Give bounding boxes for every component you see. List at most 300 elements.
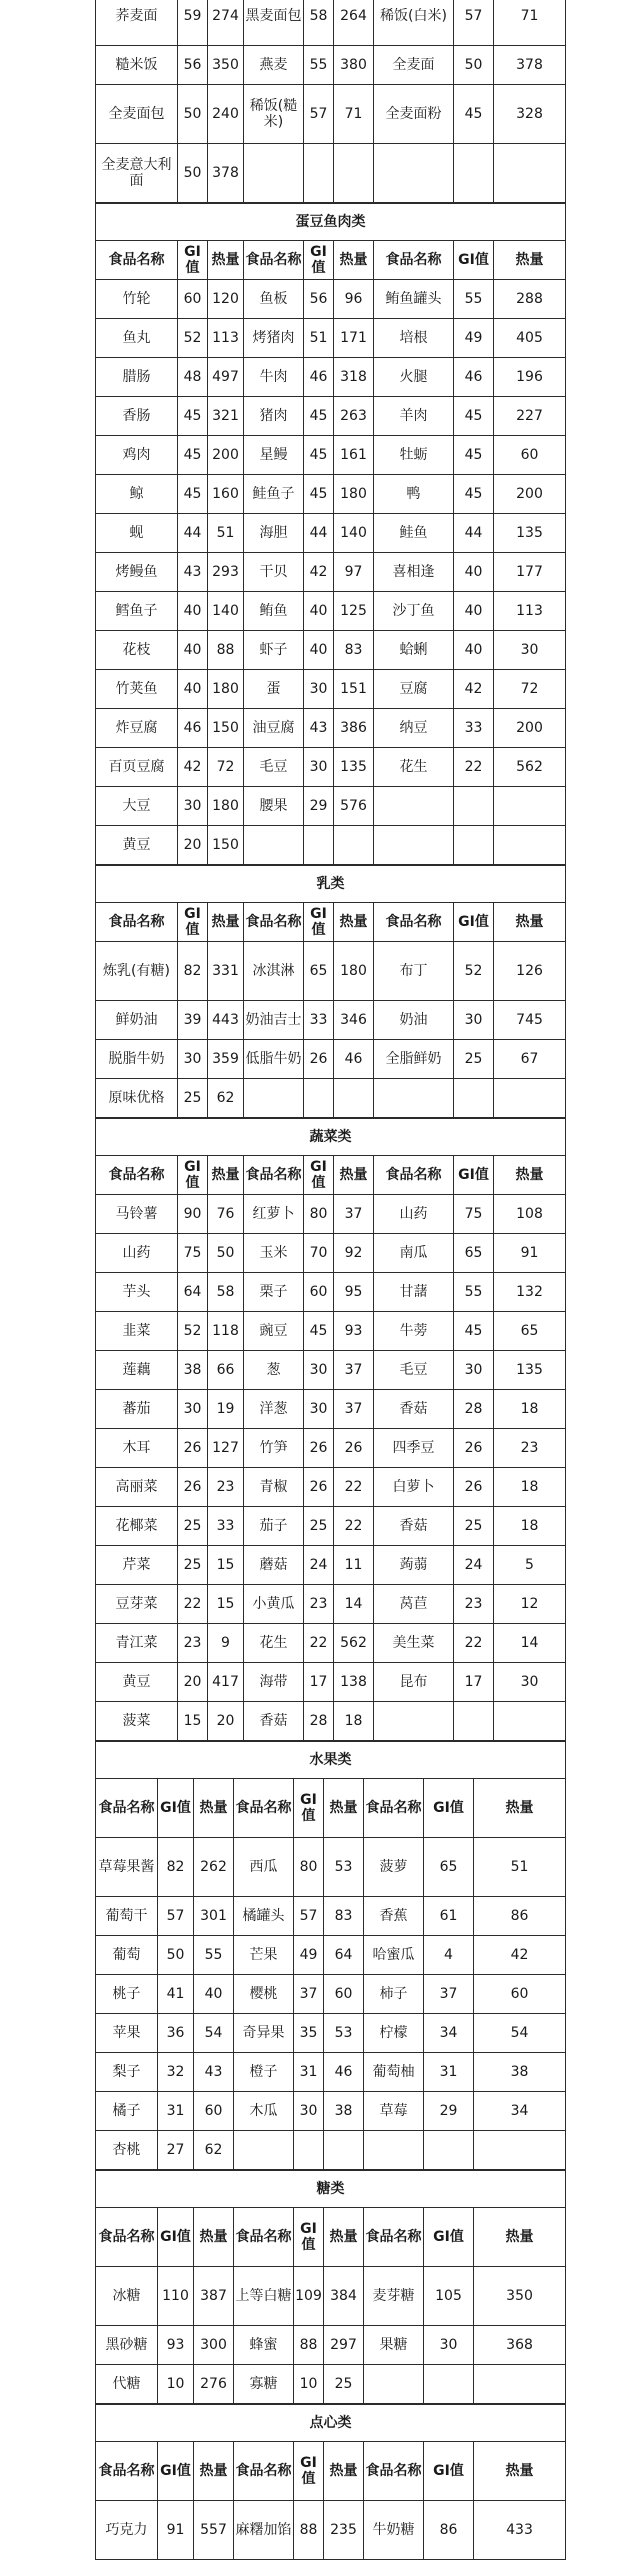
calorie-cell: 14 [494, 1624, 566, 1663]
calorie-cell: 200 [494, 475, 566, 514]
gi-value-cell: 30 [304, 1351, 334, 1390]
food-name-cell: 油豆腐 [244, 709, 304, 748]
food-name-cell: 玉米 [244, 1234, 304, 1273]
column-header: 食品名称 [96, 2442, 158, 2501]
gi-value-cell: 25 [178, 1079, 208, 1118]
calorie-cell: 95 [334, 1273, 374, 1312]
calorie-cell: 359 [208, 1040, 244, 1079]
gi-value-cell: 42 [304, 553, 334, 592]
gi-value-cell: 22 [454, 1624, 494, 1663]
calorie-cell: 387 [194, 2267, 234, 2326]
gi-value-cell: 50 [454, 46, 494, 85]
calorie-cell: 263 [334, 397, 374, 436]
table-grains [95, 0, 566, 203]
calorie-cell: 53 [324, 1838, 364, 1897]
table-row [96, 2326, 566, 2365]
column-header: 食品名称 [96, 2208, 158, 2267]
gi-value-cell: 93 [158, 2326, 194, 2365]
food-name-cell: 全脂鲜奶 [374, 1040, 454, 1079]
table-eggs-beans-fish-meat [95, 203, 566, 865]
calorie-cell: 368 [474, 2326, 566, 2365]
gi-value-cell: 55 [454, 280, 494, 319]
food-name-cell: 鱼板 [244, 280, 304, 319]
column-header: 热量 [194, 1779, 234, 1838]
calorie-cell: 350 [208, 46, 244, 85]
section-title: 乳类 [96, 866, 566, 903]
food-name-cell: 原味优格 [96, 1079, 178, 1118]
gi-value-cell: 42 [454, 670, 494, 709]
food-name-cell: 培根 [374, 319, 454, 358]
food-name-cell: 全麦面包 [96, 85, 178, 144]
food-name-cell: 马铃薯 [96, 1195, 178, 1234]
food-name-cell: 稀饭(糙米) [244, 85, 304, 144]
food-name-cell [374, 826, 454, 865]
column-header: GI值 [424, 1779, 474, 1838]
gi-value-cell: 50 [178, 144, 208, 203]
calorie-cell: 140 [334, 514, 374, 553]
gi-value-cell: 50 [178, 85, 208, 144]
section-title: 点心类 [96, 2405, 566, 2442]
calorie-cell: 135 [494, 514, 566, 553]
food-name-cell: 鲸 [96, 475, 178, 514]
gi-food-tables [95, 0, 565, 2560]
gi-value-cell: 45 [454, 475, 494, 514]
calorie-cell: 321 [208, 397, 244, 436]
calorie-cell: 20 [208, 1702, 244, 1741]
food-name-cell [374, 144, 454, 203]
calorie-cell: 53 [324, 2014, 364, 2053]
gi-value-cell: 25 [178, 1507, 208, 1546]
gi-value-cell: 30 [454, 1351, 494, 1390]
gi-value-cell: 26 [304, 1040, 334, 1079]
calorie-cell: 71 [334, 85, 374, 144]
gi-value-cell: 86 [424, 2501, 474, 2560]
gi-value-cell: 80 [294, 1838, 324, 1897]
food-name-cell: 代糖 [96, 2365, 158, 2404]
calorie-cell: 46 [334, 1040, 374, 1079]
table-row [96, 670, 566, 709]
gi-value-cell: 31 [294, 2053, 324, 2092]
gi-value-cell: 43 [304, 709, 334, 748]
section-title: 糖类 [96, 2171, 566, 2208]
food-name-cell: 苹果 [96, 2014, 158, 2053]
section-title: 水果类 [96, 1742, 566, 1779]
table-row [96, 787, 566, 826]
section-title: 蛋豆鱼肉类 [96, 204, 566, 241]
column-header: GI值 [304, 903, 334, 942]
table-row [96, 942, 566, 1001]
calorie-cell [494, 826, 566, 865]
calorie-cell: 9 [208, 1624, 244, 1663]
food-name-cell: 花生 [374, 748, 454, 787]
gi-value-cell: 37 [424, 1975, 474, 2014]
food-name-cell: 莴苣 [374, 1585, 454, 1624]
food-name-cell: 腰果 [244, 787, 304, 826]
food-name-cell: 牛奶糖 [364, 2501, 424, 2560]
calorie-cell: 127 [208, 1429, 244, 1468]
gi-value-cell: 39 [178, 1001, 208, 1040]
calorie-cell: 160 [208, 475, 244, 514]
table-row [96, 1001, 566, 1040]
gi-value-cell: 45 [178, 475, 208, 514]
food-name-cell: 西瓜 [234, 1838, 294, 1897]
calorie-cell: 346 [334, 1001, 374, 1040]
calorie-cell: 180 [208, 787, 244, 826]
gi-value-cell: 30 [178, 1390, 208, 1429]
table-row [96, 1468, 566, 1507]
gi-value-cell: 105 [424, 2267, 474, 2326]
gi-value-cell: 46 [178, 709, 208, 748]
calorie-cell: 37 [334, 1390, 374, 1429]
calorie-cell [494, 787, 566, 826]
gi-value-cell: 64 [178, 1273, 208, 1312]
gi-value-cell: 88 [294, 2326, 324, 2365]
calorie-cell: 118 [208, 1312, 244, 1351]
gi-value-cell: 57 [158, 1897, 194, 1936]
food-name-cell: 炸豆腐 [96, 709, 178, 748]
calorie-cell: 262 [194, 1838, 234, 1897]
gi-value-cell: 26 [304, 1429, 334, 1468]
gi-value-cell: 22 [454, 748, 494, 787]
table-row [96, 397, 566, 436]
food-name-cell: 烤鳗鱼 [96, 553, 178, 592]
food-name-cell [374, 1079, 454, 1118]
column-header: 食品名称 [244, 903, 304, 942]
gi-value-cell: 40 [178, 670, 208, 709]
food-name-cell: 牛蒡 [374, 1312, 454, 1351]
gi-value-cell: 45 [454, 85, 494, 144]
gi-value-cell: 25 [178, 1546, 208, 1585]
table-row [96, 2365, 566, 2404]
gi-value-cell: 29 [304, 787, 334, 826]
calorie-cell: 50 [208, 1234, 244, 1273]
food-name-cell: 草莓 [364, 2092, 424, 2131]
gi-value-cell: 82 [178, 942, 208, 1001]
calorie-cell: 135 [334, 748, 374, 787]
food-name-cell: 木瓜 [234, 2092, 294, 2131]
food-name-cell [244, 826, 304, 865]
column-header: 热量 [324, 2208, 364, 2267]
gi-value-cell: 43 [178, 553, 208, 592]
gi-value-cell: 45 [454, 436, 494, 475]
gi-value-cell [454, 1079, 494, 1118]
column-header: GI值 [294, 2208, 324, 2267]
calorie-cell: 576 [334, 787, 374, 826]
calorie-cell [494, 144, 566, 203]
calorie-cell: 37 [334, 1351, 374, 1390]
food-name-cell: 芒果 [234, 1936, 294, 1975]
food-name-cell: 毛豆 [374, 1351, 454, 1390]
food-name-cell: 小黄瓜 [244, 1585, 304, 1624]
food-name-cell: 鸭 [374, 475, 454, 514]
table-row [96, 1585, 566, 1624]
gi-value-cell: 25 [304, 1507, 334, 1546]
header-row [96, 1779, 566, 1838]
gi-value-cell: 30 [454, 1001, 494, 1040]
calorie-cell: 235 [324, 2501, 364, 2560]
food-name-cell: 青江菜 [96, 1624, 178, 1663]
calorie-cell: 76 [208, 1195, 244, 1234]
gi-value-cell: 91 [158, 2501, 194, 2560]
column-header: 食品名称 [234, 1779, 294, 1838]
calorie-cell: 380 [334, 46, 374, 85]
gi-value-cell [304, 144, 334, 203]
calorie-cell: 120 [208, 280, 244, 319]
food-name-cell: 高丽菜 [96, 1468, 178, 1507]
calorie-cell: 140 [208, 592, 244, 631]
food-name-cell [364, 2131, 424, 2170]
gi-value-cell: 30 [178, 787, 208, 826]
gi-value-cell: 82 [158, 1838, 194, 1897]
calorie-cell: 562 [334, 1624, 374, 1663]
food-name-cell: 韭菜 [96, 1312, 178, 1351]
food-name-cell: 冰糖 [96, 2267, 158, 2326]
food-name-cell: 脱脂牛奶 [96, 1040, 178, 1079]
gi-value-cell: 42 [178, 748, 208, 787]
food-name-cell: 百页豆腐 [96, 748, 178, 787]
calorie-cell: 11 [334, 1546, 374, 1585]
food-name-cell: 羊肉 [374, 397, 454, 436]
gi-value-cell: 57 [454, 0, 494, 46]
table-row [96, 0, 566, 46]
gi-value-cell: 48 [178, 358, 208, 397]
calorie-cell [334, 144, 374, 203]
food-name-cell: 蜂蜜 [234, 2326, 294, 2365]
calorie-cell: 240 [208, 85, 244, 144]
food-name-cell: 四季豆 [374, 1429, 454, 1468]
gi-value-cell: 44 [178, 514, 208, 553]
food-name-cell: 低脂牛奶 [244, 1040, 304, 1079]
calorie-cell: 138 [334, 1663, 374, 1702]
gi-value-cell: 40 [454, 592, 494, 631]
gi-value-cell: 52 [454, 942, 494, 1001]
calorie-cell [334, 1079, 374, 1118]
gi-value-cell: 32 [158, 2053, 194, 2092]
gi-value-cell: 90 [178, 1195, 208, 1234]
table-row [96, 1546, 566, 1585]
calorie-cell: 92 [334, 1234, 374, 1273]
column-header: 食品名称 [374, 903, 454, 942]
food-name-cell: 蛤蜊 [374, 631, 454, 670]
gi-value-cell: 45 [304, 475, 334, 514]
food-name-cell: 果糖 [364, 2326, 424, 2365]
gi-value-cell: 37 [294, 1975, 324, 2014]
food-name-cell: 竹轮 [96, 280, 178, 319]
food-name-cell: 上等白糖 [234, 2267, 294, 2326]
food-name-cell: 蒟蒻 [374, 1546, 454, 1585]
table-row [96, 1624, 566, 1663]
gi-value-cell: 61 [424, 1897, 474, 1936]
food-name-cell: 奶油 [374, 1001, 454, 1040]
column-header: GI值 [454, 903, 494, 942]
food-name-cell: 柿子 [364, 1975, 424, 2014]
food-name-cell: 花枝 [96, 631, 178, 670]
gi-value-cell: 109 [294, 2267, 324, 2326]
calorie-cell: 274 [208, 0, 244, 46]
column-header: 热量 [194, 2208, 234, 2267]
food-name-cell: 喜相逢 [374, 553, 454, 592]
calorie-cell: 14 [334, 1585, 374, 1624]
table-row [96, 2501, 566, 2560]
calorie-cell: 378 [208, 144, 244, 203]
column-header: 食品名称 [364, 2442, 424, 2501]
gi-value-cell: 45 [304, 397, 334, 436]
column-header: 热量 [324, 2442, 364, 2501]
calorie-cell: 301 [194, 1897, 234, 1936]
food-name-cell: 麻糬加馅 [234, 2501, 294, 2560]
calorie-cell: 180 [208, 670, 244, 709]
calorie-cell: 150 [208, 826, 244, 865]
food-name-cell: 白萝卜 [374, 1468, 454, 1507]
gi-value-cell: 55 [304, 46, 334, 85]
food-name-cell: 莲藕 [96, 1351, 178, 1390]
gi-value-cell: 23 [304, 1585, 334, 1624]
food-name-cell: 星鳗 [244, 436, 304, 475]
food-name-cell: 鳕鱼子 [96, 592, 178, 631]
table-row [96, 1975, 566, 2014]
table-row [96, 1702, 566, 1741]
table-row [96, 2053, 566, 2092]
gi-value-cell: 45 [178, 436, 208, 475]
food-name-cell [374, 1702, 454, 1741]
calorie-cell: 384 [324, 2267, 364, 2326]
food-name-cell: 橘子 [96, 2092, 158, 2131]
gi-value-cell: 26 [178, 1429, 208, 1468]
food-name-cell: 猪肉 [244, 397, 304, 436]
calorie-cell: 46 [324, 2053, 364, 2092]
gi-value-cell: 28 [304, 1702, 334, 1741]
gi-value-cell: 59 [178, 0, 208, 46]
calorie-cell: 125 [334, 592, 374, 631]
gi-value-cell: 57 [294, 1897, 324, 1936]
calorie-cell: 227 [494, 397, 566, 436]
gi-value-cell: 4 [424, 1936, 474, 1975]
gi-value-cell: 30 [424, 2326, 474, 2365]
calorie-cell: 161 [334, 436, 374, 475]
gi-value-cell: 49 [294, 1936, 324, 1975]
gi-value-cell: 23 [178, 1624, 208, 1663]
gi-value-cell: 26 [178, 1468, 208, 1507]
food-name-cell: 鲔鱼罐头 [374, 280, 454, 319]
food-name-cell: 奶油吉士 [244, 1001, 304, 1040]
food-name-cell: 稀饭(白米) [374, 0, 454, 46]
table-row [96, 1351, 566, 1390]
calorie-cell: 196 [494, 358, 566, 397]
food-name-cell: 荞麦面 [96, 0, 178, 46]
food-name-cell: 糙米饭 [96, 46, 178, 85]
food-name-cell: 甘藷 [374, 1273, 454, 1312]
gi-value-cell: 38 [178, 1351, 208, 1390]
food-name-cell: 鲔鱼 [244, 592, 304, 631]
food-name-cell: 蛋 [244, 670, 304, 709]
table-row [96, 2014, 566, 2053]
table-row [96, 1040, 566, 1079]
gi-value-cell: 40 [454, 631, 494, 670]
calorie-cell: 126 [494, 942, 566, 1001]
food-name-cell: 火腿 [374, 358, 454, 397]
food-name-cell: 牡蛎 [374, 436, 454, 475]
calorie-cell: 378 [494, 46, 566, 85]
calorie-cell [474, 2131, 566, 2170]
column-header: 食品名称 [96, 241, 178, 280]
table-row [96, 592, 566, 631]
food-name-cell: 冰淇淋 [244, 942, 304, 1001]
gi-value-cell: 46 [304, 358, 334, 397]
table-row [96, 1897, 566, 1936]
gi-value-cell [454, 144, 494, 203]
food-name-cell: 芋头 [96, 1273, 178, 1312]
calorie-cell [494, 1079, 566, 1118]
gi-value-cell: 26 [454, 1429, 494, 1468]
column-header: GI值 [294, 1779, 324, 1838]
gi-value-cell: 75 [178, 1234, 208, 1273]
column-header: 热量 [474, 2208, 566, 2267]
column-header: 热量 [208, 241, 244, 280]
food-name-cell: 海胆 [244, 514, 304, 553]
food-name-cell: 木耳 [96, 1429, 178, 1468]
gi-value-cell: 45 [304, 1312, 334, 1351]
column-header: GI值 [424, 2442, 474, 2501]
calorie-cell: 42 [474, 1936, 566, 1975]
food-name-cell: 黑麦面包 [244, 0, 304, 46]
table-row [96, 1390, 566, 1429]
column-header: GI值 [178, 903, 208, 942]
food-name-cell: 奇异果 [234, 2014, 294, 2053]
calorie-cell: 72 [208, 748, 244, 787]
calorie-cell: 83 [324, 1897, 364, 1936]
header-row [96, 241, 566, 280]
gi-value-cell: 70 [304, 1234, 334, 1273]
food-name-cell: 山药 [96, 1234, 178, 1273]
food-name-cell: 蚬 [96, 514, 178, 553]
gi-value-cell: 30 [178, 1040, 208, 1079]
gi-value-cell: 45 [454, 397, 494, 436]
calorie-cell: 51 [208, 514, 244, 553]
gi-value-cell: 27 [158, 2131, 194, 2170]
gi-value-cell: 58 [304, 0, 334, 46]
calorie-cell: 22 [334, 1507, 374, 1546]
calorie-cell: 18 [494, 1390, 566, 1429]
gi-value-cell: 20 [178, 826, 208, 865]
column-header: GI值 [454, 241, 494, 280]
calorie-cell: 443 [208, 1001, 244, 1040]
food-name-cell: 鱼丸 [96, 319, 178, 358]
gi-value-cell: 29 [424, 2092, 474, 2131]
gi-value-cell: 33 [304, 1001, 334, 1040]
table-row [96, 46, 566, 85]
calorie-cell: 12 [494, 1585, 566, 1624]
table-row [96, 748, 566, 787]
column-header: 食品名称 [244, 1156, 304, 1195]
table-row [96, 144, 566, 203]
gi-value-cell: 30 [294, 2092, 324, 2131]
calorie-cell: 293 [208, 553, 244, 592]
calorie-cell: 65 [494, 1312, 566, 1351]
calorie-cell: 51 [474, 1838, 566, 1897]
gi-value-cell: 75 [454, 1195, 494, 1234]
table-row [96, 1429, 566, 1468]
calorie-cell: 97 [334, 553, 374, 592]
gi-value-cell: 17 [304, 1663, 334, 1702]
food-name-cell: 豆芽菜 [96, 1585, 178, 1624]
gi-value-cell: 31 [424, 2053, 474, 2092]
header-row [96, 2208, 566, 2267]
gi-value-cell: 80 [304, 1195, 334, 1234]
gi-value-cell: 55 [454, 1273, 494, 1312]
calorie-cell: 497 [208, 358, 244, 397]
column-header: GI值 [158, 1779, 194, 1838]
food-name-cell: 花椰菜 [96, 1507, 178, 1546]
